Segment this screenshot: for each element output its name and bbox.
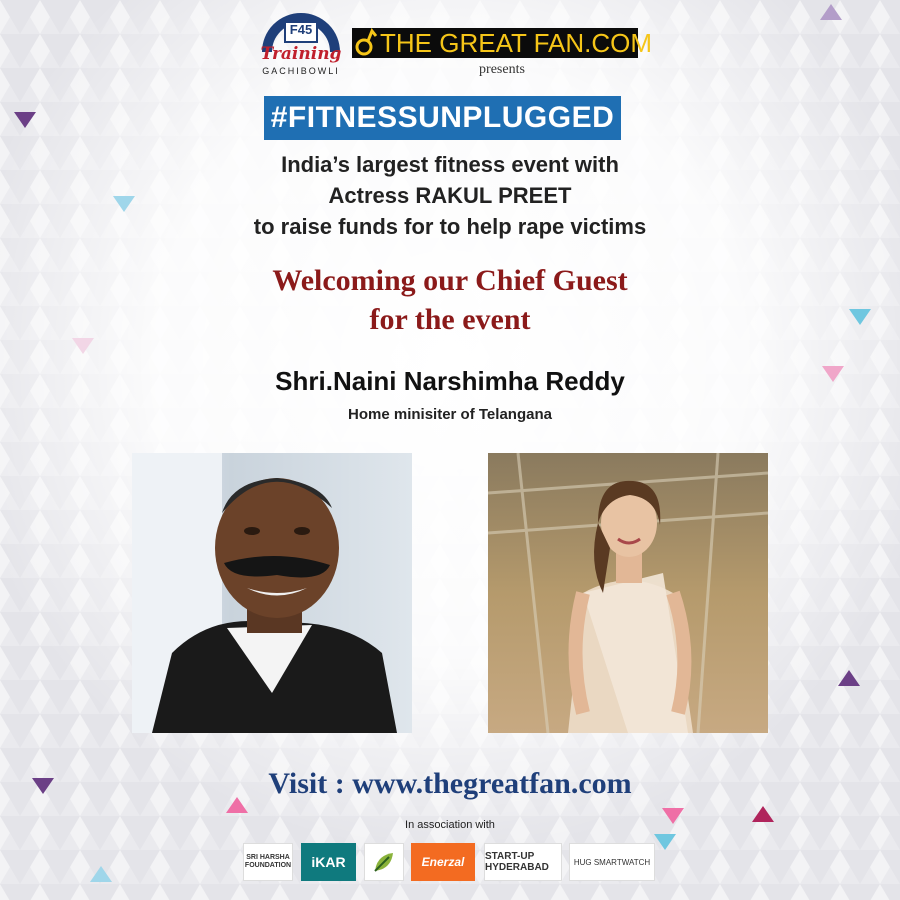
chief-guest-photo — [132, 453, 412, 733]
guest-name: Shri.Naini Narshimha Reddy — [275, 366, 625, 396]
visit-website-link[interactable]: Visit : www.thegreatfan.com — [268, 767, 632, 800]
thegreatfan-logo — [352, 28, 653, 58]
thegreatfan-logo-text: THE GREAT FAN.COM — [380, 28, 653, 58]
rakul-preet-photo — [488, 453, 768, 733]
description-line-2: Actress RAKUL PREET — [328, 183, 572, 208]
sponsor-logo-startup-hyderabad: START-UP HYDERABAD — [484, 843, 562, 881]
sponsor-logo-hug-smartwatch: HUG SMARTWATCH — [569, 843, 655, 881]
f45-training-logo — [255, 12, 347, 82]
hashtag-banner: #FITNESSUNPLUGGED — [264, 96, 621, 140]
description-line-3: to raise funds for to help rape victims — [253, 214, 647, 239]
guest-title: Home minisiter of Telangana — [348, 406, 552, 423]
description-line-1: India’s largest fitness event with — [281, 152, 619, 177]
sponsor-logo-ikar: iKAR — [301, 843, 356, 881]
f45-training-text: Training — [260, 44, 342, 64]
thegreatfan-mark-icon — [352, 28, 380, 58]
f45-location: GACHIBOWLI — [262, 66, 340, 76]
sponsor-logo-leaf — [364, 843, 404, 881]
welcome-line-1: Welcoming our Chief Guest — [272, 264, 628, 297]
sponsor-logo-sri-harsha: SRI HARSHA FOUNDATION — [243, 843, 293, 881]
leaf-logo-icon — [371, 849, 397, 875]
presents-text: presents — [479, 62, 525, 77]
f45-badge-text: F45 — [289, 22, 313, 37]
welcome-line-2: for the event — [369, 303, 531, 336]
association-label: In association with — [405, 819, 495, 831]
sponsor-logo-enerzal: Enerzal — [411, 843, 475, 881]
